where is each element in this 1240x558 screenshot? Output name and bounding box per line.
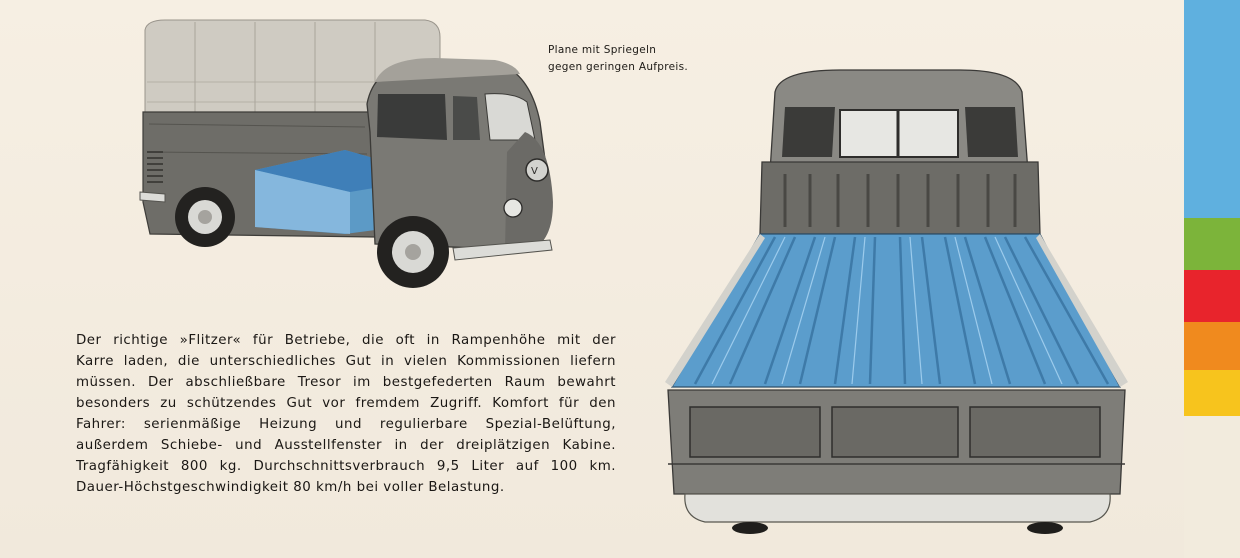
svg-text:V: V: [531, 166, 538, 177]
paragraph-line: Fahrer: serienmäßige Heizung und regulierbare Spezial-Belüftung,: [76, 417, 616, 432]
description-paragraph: [76, 330, 616, 498]
truck-side-illustration: [135, 12, 555, 302]
paragraph-line: Karre laden, die unterschiedliches Gut in vielen Kommissionen liefern: [76, 354, 616, 369]
paragraph-line: Tragfähigkeit 800 kg. Durchschnittsverbrauch 9,5 Liter auf 100 km.: [76, 459, 616, 474]
caption-line-1: Plane mit Spriegeln: [548, 44, 657, 56]
paragraph-line: besonders zu schützendes Gut vor fremdem Zugriff. Komfort für den: [76, 396, 616, 411]
truck-rear-illustration: [660, 62, 1140, 542]
color-strip-orange: [1184, 322, 1240, 370]
color-strip-red: [1184, 270, 1240, 322]
color-strip-green: [1184, 218, 1240, 270]
cover-caption: [548, 42, 688, 76]
paragraph-line: Der richtige »Flitzer« für Betriebe, die oft in Rampenhöhe mit der: [76, 333, 616, 348]
color-strip-blue: [1184, 0, 1240, 218]
paragraph-line: Dauer-Höchstgeschwindigkeit 80 km/h bei voller Belastung.: [76, 480, 505, 495]
caption-line-2: gegen geringen Aufpreis.: [548, 61, 689, 73]
paragraph-line: müssen. Der abschließbare Tresor im bestgefederten Raum bewahrt: [76, 375, 616, 390]
color-strip-yellow: [1184, 370, 1240, 416]
color-strip-cream: [1184, 416, 1240, 558]
paragraph-line: außerdem Schiebe- und Ausstellfenster in der dreiplätzigen Kabine.: [76, 438, 616, 453]
